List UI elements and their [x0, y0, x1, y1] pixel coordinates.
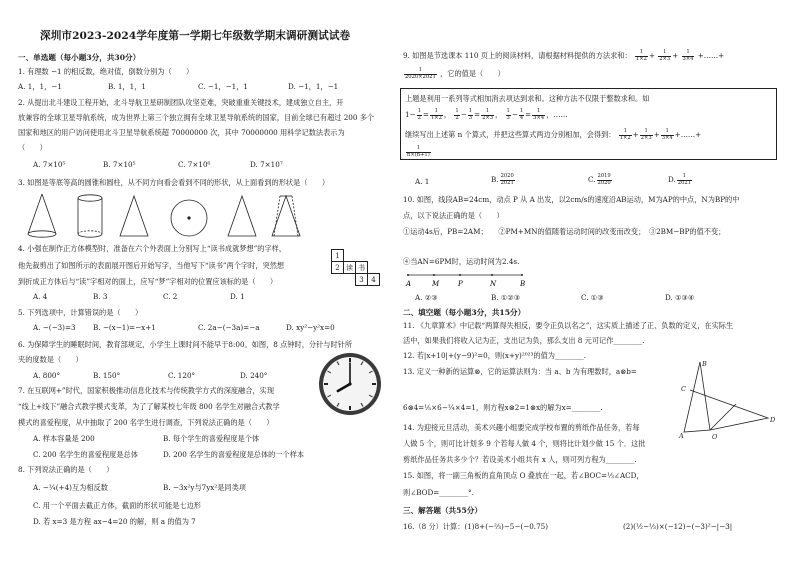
q1-option-a: A. 1，1，−1 — [18, 82, 62, 91]
q5-option-d: D. xy²−y²x=0 — [286, 323, 335, 332]
option-b-circle-with-center — [171, 200, 207, 236]
question-6-line-1: 6. 为保障学生的睡眠时间，教育部规定，小学生上课时间不能早于8:00。如图，8 点钟时，分针与时针所 — [18, 340, 353, 349]
question-14-line-1: 14. 为迎接元旦活动，美术兴趣小组要完成学校布置的剪纸作品任务，若每 — [403, 423, 640, 432]
q10-option-d: D. ①③④ — [665, 293, 695, 302]
q6-option-a: A. 800° — [33, 371, 61, 380]
q10-option-c: C. ①③ — [581, 293, 604, 302]
q9-text: 9. 如图是节选课本 110 页上的阅读材料，请根据材料提供的方法求和： — [403, 51, 632, 61]
question-15-line-1: 15. 如图，将一副三角板的直角顶点 O 叠放在一起，若∠BOC=⅓∠ACD， — [403, 471, 644, 480]
q4-option-d: D. 1 — [230, 292, 245, 301]
label-a: A — [679, 432, 684, 440]
q1-option-d: D. −1，1，−1 — [288, 82, 339, 91]
option-d-shape — [272, 196, 300, 236]
segment-label: B — [520, 280, 526, 288]
segment-point — [459, 274, 461, 276]
question-13-line-1: 13. 定义一种新的运算⊗，它的运算法则为：当 a、b 为有理数时，a⊗b= — [403, 367, 637, 376]
segment-point — [491, 274, 493, 276]
question-11-line-1: 11. 《九章算术》中记载“两算得失相反，要令正负以名之”，这实质上描述了正、负数的定义，在实际生 — [403, 321, 734, 330]
q5-option-c: C. 2a−(−3a)=−a — [198, 323, 260, 332]
net-cell-du: 读 — [344, 262, 356, 274]
q9-option-a: A. 1 — [415, 177, 430, 186]
net-cell-4: 4 — [368, 274, 380, 286]
net-cell-1: 1 — [332, 250, 344, 262]
question-3: 3. 如图是等底等高的圆锥和圆柱，从不同方向看会看到不同的形状，从上面看到的形状是（ ） — [18, 178, 330, 187]
q1-option-b: B. 1，1，1 — [108, 82, 146, 91]
q4-option-b: B. 3 — [93, 292, 108, 301]
question-4-line-3: 到折成正方体后与“读”字相对的面上，应写“梦”字相对的位置应该标的是（ ） — [18, 277, 278, 286]
question-2-line-1: 2. 从提出北斗建设工程开始，北斗导航卫星研制团队攻坚克难，突破重重关键技术，建成独立自主，开 — [18, 98, 344, 107]
box-line-4: $\frac{1}{n\times(n+1)}$ — [407, 145, 430, 158]
net-cell-shu: 书 — [356, 262, 368, 274]
segment-point — [521, 274, 523, 276]
question-5: 5. 下列选项中，计算错误的是（ ） — [18, 308, 143, 317]
label-b: B — [702, 360, 707, 368]
question-10-line-4: ④当AN=6PM时，运动时间为2.4s. — [403, 257, 520, 266]
q6-option-d: D. 240° — [240, 371, 268, 380]
q6-option-b: B. 150° — [93, 371, 121, 380]
q6-option-c: C. 120° — [168, 371, 196, 380]
q7-option-a: A. 样本容量是 200 — [33, 434, 95, 443]
cube-net — [331, 249, 380, 286]
question-4-line-2: 他先裁剪出了如图所示的表面展开图后开始写字，当他写下“读书”两个字时，突然想 — [18, 261, 285, 270]
q7-option-b: B. 每个学生的喜爱程度是个体 — [163, 434, 260, 443]
q4-option-c: C. 2 — [163, 292, 178, 301]
cylinder-shape — [78, 195, 102, 237]
q8-option-d: D. 若 x=3 是方程 ax−4=20 的解，则 a 的值为 7 — [33, 517, 196, 526]
question-7-line-2: “线上+线下”融合式教学模式变革，为了了解某校七年级 800 名学生对融合式教学 — [18, 402, 280, 411]
q9-ellipsis: +……+ — [697, 51, 725, 61]
question-16-part-1: 16.（8 分）计算：(1)8+(−⅔)−5−(−0.75) — [403, 522, 549, 531]
triangle-one — [684, 362, 710, 432]
q1-option-c: C. −1，−1，1 — [198, 82, 248, 91]
q2-option-b: B. 7×10⁵ — [103, 160, 136, 169]
q5-option-a: A. −(−3)=3 — [33, 323, 76, 332]
question-8: 8. 下列说法正确的是（ ） — [18, 465, 114, 474]
q8-option-c: C. 用一个平面去截正方体，截面的形状可能是七边形 — [33, 501, 201, 510]
question-1: 1. 有理数 −1 的相反数，绝对值，倒数分别为（ ） — [18, 67, 194, 76]
question-16-part-2: (2)(½−⅓)×(−12)−(−3)²−|−3| — [623, 522, 733, 531]
section-heading-solutions: 三、解答题（共55分） — [403, 506, 482, 515]
q9-option-b: B. $\frac{2020}{2021}$ — [491, 173, 514, 186]
q5-option-b: B. −(x−1)=−x+1 — [93, 323, 156, 332]
triangle-set-figure — [676, 360, 780, 442]
box-ellipsis: +……+ — [674, 130, 702, 140]
q7-option-c: C. 200 名学生的喜爱程度是总体 — [33, 450, 138, 459]
question-9-line-2: $\frac{1}{2020\times 2021}$ ，它的值是（ ） — [405, 67, 505, 80]
box-line-3-text: 继续写出上述第 n 个算式，并把这些算式两边分别相加，会得到： — [405, 130, 616, 140]
q4-option-a: A. 4 — [33, 292, 48, 301]
box-line-1: 上题是利用一系列等式相加消去项达到求和。这种方法不仅限于整数求和。如 — [405, 94, 650, 103]
question-2-line-4: （ ） — [18, 143, 47, 152]
q9-option-d: D. $\frac{1}{2021}$ — [668, 173, 691, 186]
question-6-line-2: 夹的度数是（ ） — [18, 355, 83, 364]
question-7-line-3: 模式的喜爱程度，从中抽取了 200 名学生进行调查，下列说法正确的是（ ） — [18, 418, 274, 427]
question-14-line-2: 人做 5 个，则可比计划多 9 个若每人做 4 个，则将比计划少做 15 个．这批 — [403, 439, 646, 448]
clock-figure — [318, 352, 382, 416]
section-heading-fill-blank: 二、填空题（每小题3分，共15分） — [403, 308, 526, 317]
question-10-line-1: 10. 如图，线段AB=24cm，动点 P 从 A 出发，以2cm/s的速度沿AB运动，M为AP的中点，N为BP的中 — [403, 195, 740, 204]
q8-option-a: A. −¼(+4)互为相反数 — [33, 483, 108, 492]
triangle-two — [690, 390, 768, 430]
question-4-line-1: 4. 小强在制作正方体模型时，准备在六个外表面上分别写上“读书成就梦想”的字样， — [18, 244, 287, 253]
segment-label: A — [406, 280, 412, 288]
label-o: O — [712, 433, 718, 441]
solids-figure — [22, 190, 322, 242]
page-title: 深圳市2023-2024学年度第一学期七年级数学期末调研测试试卷 — [40, 30, 351, 42]
segment-figure — [404, 270, 534, 290]
segment-point — [433, 274, 435, 276]
question-11-line-2: 活中，如果我们将收入记为正，支出记为负，那么支出 8 元可记作________. — [403, 336, 645, 345]
net-cell-3: 3 — [356, 274, 368, 286]
segment-label: P — [458, 280, 463, 288]
net-cell-2: 2 — [332, 262, 344, 274]
question-14-line-3: 剪纸作品任务共多少个？若设美术小组共有 x 人，则可列方程为________. — [403, 455, 637, 464]
label-d: D — [770, 416, 776, 424]
q9-last-denominator: 2020×2021 — [405, 73, 436, 80]
label-c: C — [681, 385, 686, 393]
question-2-line-3: 国家和地区的用户访问使用北斗卫星导航系统超 70000000 次，其中 70000000 用科学记数法表示为 — [18, 128, 345, 137]
question-2-line-2: 放兼容的全球卫星导航系统，成为世界上第三个独立拥有全球卫星导航系统的国家，目前全球已有超过 200 多个 — [18, 113, 375, 122]
question-10-line-3: ①运动4s后，PB=2AM； ②PM+MN的值随着运动时间的改变而改变； ③2BM−BP的值不变； — [403, 227, 726, 236]
segment-label: N — [490, 280, 497, 288]
q9-tail: ，它的值是（ ） — [440, 69, 505, 79]
question-7-line-1: 7. 在互联网+”时代，国家积极推动信息化技术与传统教学方式的深度融合，实现 — [18, 386, 275, 395]
segment-point — [407, 274, 409, 276]
q7-option-d: D. 200 名学生的喜爱程度是总体的一个样本 — [163, 450, 305, 459]
question-12: 12. 若|x+10|+(y−9)²=0，则(x+y)²⁰²³的值为________. — [403, 351, 586, 360]
q10-option-b: B. ①②③ — [491, 293, 521, 302]
cone-shape — [28, 194, 56, 237]
question-15-line-2: 则∠BOD=________°. — [403, 488, 474, 497]
option-a-triangle — [120, 196, 148, 236]
option-c-triangle — [228, 196, 256, 236]
q2-option-c: C. 7×10⁶ — [178, 160, 211, 169]
box-line-3: 继续写出上述第 n 个算式，并把这些算式两边分别相加，会得到： $\frac{1}{1\times 2}$ + $\frac{1}{2\times 3}$ + $\frac{1}{3\times 4}$ +……+ — [405, 128, 702, 141]
q8-option-b: B. −3x²y与7yx²是同类项 — [163, 483, 246, 492]
q10-option-a: A. ②③ — [415, 293, 438, 302]
segment-label: M — [432, 280, 440, 288]
question-9-line-1: 9. 如图是节选课本 110 页上的阅读材料，请根据材料提供的方法求和： $\frac{1}{1\times 2}$ + $\frac{1}{2\times 3}$ + $\frac{1}{3\times 4}$ +……+ — [403, 49, 725, 62]
box-general-denominator: n×(n+1) — [407, 151, 430, 158]
q9-option-c: C. $\frac{2019}{2020}$ — [588, 173, 611, 186]
question-13-line-2: 6⊗4=⅕×6−¼×4=1，则方程x⊗2=1⊗x的解为x=________. — [403, 403, 603, 412]
question-10-line-2: 点，以下说法正确的是（ ） — [403, 211, 504, 220]
box-line-2: 1− $\frac{1}{2}$ = $\frac{1}{1\times 2}$ ， $\frac{1}{2}$ − $\frac{1}{3}$ = $\frac{1}{2\times 3}$ ， $\frac{1}{3}$ − $\frac{1}{4}$ = $\frac{1}{3\times 4}$ ，…… — [405, 108, 568, 121]
q2-option-a: A. 7×10⁵ — [33, 160, 66, 169]
q2-option-d: D. 7×10⁷ — [250, 160, 283, 169]
section-heading-single-choice: 一、单选题（每小题3分，共30分） — [18, 53, 141, 62]
